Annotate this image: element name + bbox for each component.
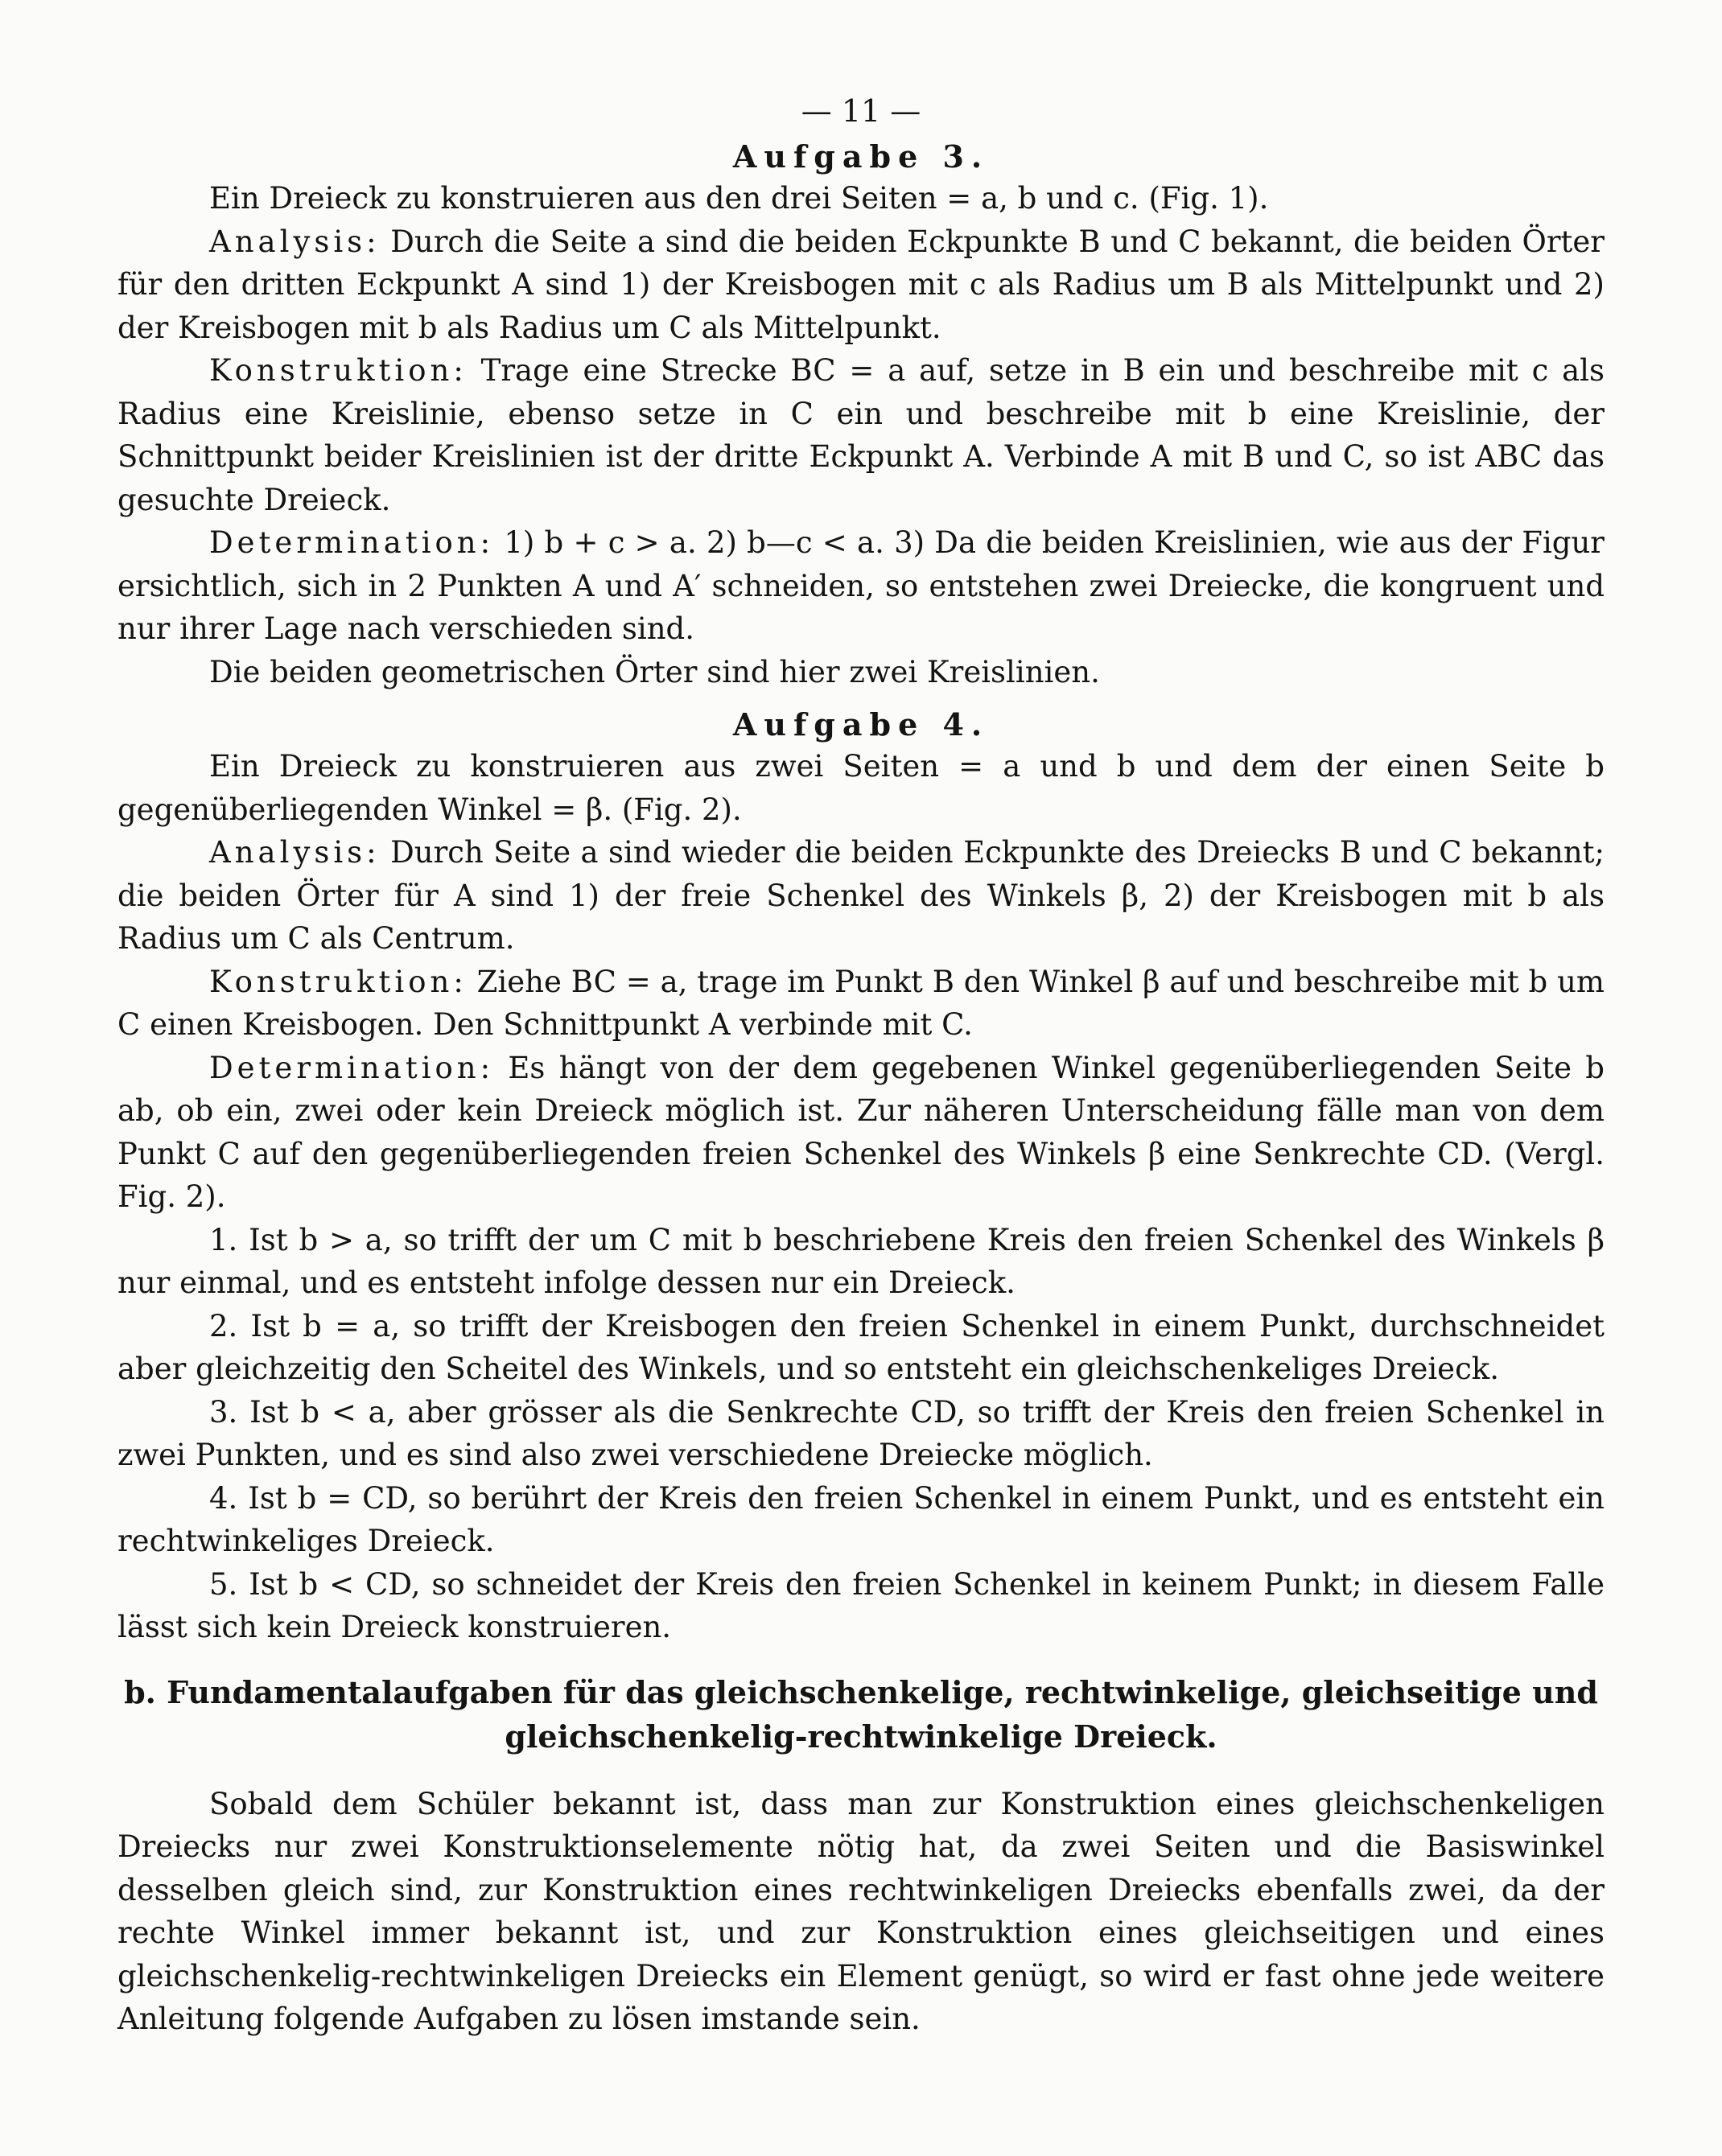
aufgabe-4-analysis <box>117 831 1605 961</box>
aufgabe-3-determination <box>117 521 1605 651</box>
aufgabe-3-section <box>117 137 1605 693</box>
aufgabe-4-determination <box>117 1047 1605 1219</box>
aufgabe-4-section <box>117 705 1605 1649</box>
case-item: 1. Ist b > a, so trifft der um C mit b beschriebene Kreis den freien Schenkel des Winkels β nur einmal, und es entsteht infolge dessen nur ein Dreieck. <box>117 1222 1605 1300</box>
aufgabe-3-analysis <box>117 220 1605 350</box>
construction-text: Ziehe BC = a, trage im Punkt B den Winkel β auf und beschreibe mit b um C einen Kreisbogen. Den Schnittpunkt A verbinde mit C. <box>117 964 1605 1042</box>
determination-label: Determination: <box>209 1050 495 1085</box>
construction-text: Trage eine Strecke BC = a auf, setze in B ein und beschreibe mit c als Radius eine Kreislinie, ebenso setze in C ein und beschreibe mit b eine Kreislinie, der Schnittpunkt beider Kreislinien ist der dritte Eckpunkt A. Verbinde A mit B und C, so ist ABC das gesuchte Dreieck. <box>117 353 1605 517</box>
aufgabe-3-statement: Ein Dreieck zu konstruieren aus den drei Seiten = a, b und c. (Fig. 1). <box>209 181 1269 216</box>
analysis-label: Analysis: <box>209 224 381 259</box>
analysis-text: Durch die Seite a sind die beiden Eckpunkte B und C bekannt, die beiden Örter für den dritten Eckpunkt A sind 1) der Kreisbogen mit c als Radius um B als Mittelpunkt und 2) der Kreisbogen mit b als Radius um C als Mittelpunkt. <box>117 224 1605 345</box>
aufgabe-3-construction <box>117 349 1605 521</box>
section-b-title-line-2: gleichschenkelig-rechtwinkelige Dreieck. <box>505 1718 1217 1755</box>
aufgabe-4-construction <box>117 961 1605 1047</box>
construction-label: Konstruktion: <box>209 964 468 999</box>
section-b-paragraph: Sobald dem Schüler bekannt ist, dass man zur Konstruktion eines gleichschenkeligen Dreiecks nur zwei Konstruktionselemente nötig hat, da zwei Seiten und die Basiswinkel desselben gleich sind, zur Konstruktion eines rechtwinkeligen Dreiecks ebenfalls zwei, da der rechte Winkel immer bekannt ist, und zur Konstruktion eines gleichseitigen und eines gleichschenkelig-rechtwinkeligen Dreiecks ein Element genügt, so wird er fast ohne jede weitere Anleitung folgende Aufgaben zu lösen imstande sein. <box>117 1786 1605 2036</box>
page-number: — 11 — <box>801 93 921 129</box>
analysis-label: Analysis: <box>209 835 381 870</box>
aufgabe-3-closing: Die beiden geometrischen Örter sind hier zwei Kreislinien. <box>209 654 1100 689</box>
section-b-title <box>117 1670 1605 1759</box>
determination-text: 1) b + c > a. 2) b—c < a. 3) Da die beiden Kreislinien, wie aus der Figur ersichtlich, sich in 2 Punkten A und A′ schneiden, so entstehen zwei Dreiecke, die kongruent und nur ihrer Lage nach verschieden sind. <box>117 525 1605 646</box>
section-b <box>117 1670 1605 2041</box>
aufgabe-4-heading: Aufgabe 4. <box>732 706 990 743</box>
section-b-title-line-1: b. Fundamentalaufgaben für das gleichschenkelige, rechtwinkelige, gleichseitige und <box>124 1673 1598 1710</box>
determination-label: Determination: <box>209 525 495 560</box>
determination-text: Es hängt von der dem gegebenen Winkel gegenüberliegenden Seite b ab, ob ein, zwei oder kein Dreieck möglich ist. Zur näheren Unterscheidung fälle man von dem Punkt C auf den gegenüberliegenden freien Schenkel des Winkels β eine Senkrechte CD. (Vergl. Fig. 2). <box>117 1050 1605 1214</box>
case-item: 4. Ist b = CD, so berührt der Kreis den freien Schenkel in einem Punkt, und es entsteht ein rechtwinkeliges Dreieck. <box>117 1480 1605 1558</box>
analysis-text: Durch Seite a sind wieder die beiden Eckpunkte des Dreiecks B und C bekannt; die beiden Örter für A sind 1) der freie Schenkel des Winkels β, 2) der Kreisbogen mit b als Radius um C als Centrum. <box>117 835 1605 956</box>
aufgabe-3-heading: Aufgabe 3. <box>732 138 990 175</box>
case-item: 5. Ist b < CD, so schneidet der Kreis den freien Schenkel in keinem Punkt; in diesem Falle lässt sich kein Dreieck konstruieren. <box>117 1566 1605 1644</box>
aufgabe-4-statement: Ein Dreieck zu konstruieren aus zwei Seiten = a und b und dem der einen Seite b gegenüberliegenden Winkel = β. (Fig. 2). <box>117 749 1605 827</box>
construction-label: Konstruktion: <box>209 353 468 388</box>
case-item: 2. Ist b = a, so trifft der Kreisbogen den freien Schenkel in einem Punkt, durchschneidet aber gleichzeitig den Scheitel des Winkels, und so entsteht ein gleichschenkeliges Dreieck. <box>117 1308 1605 1386</box>
case-item: 3. Ist b < a, aber grösser als die Senkrechte CD, so trifft der Kreis den freien Schenkel in zwei Punkten, und es sind also zwei verschiedene Dreiecke möglich. <box>117 1394 1605 1472</box>
